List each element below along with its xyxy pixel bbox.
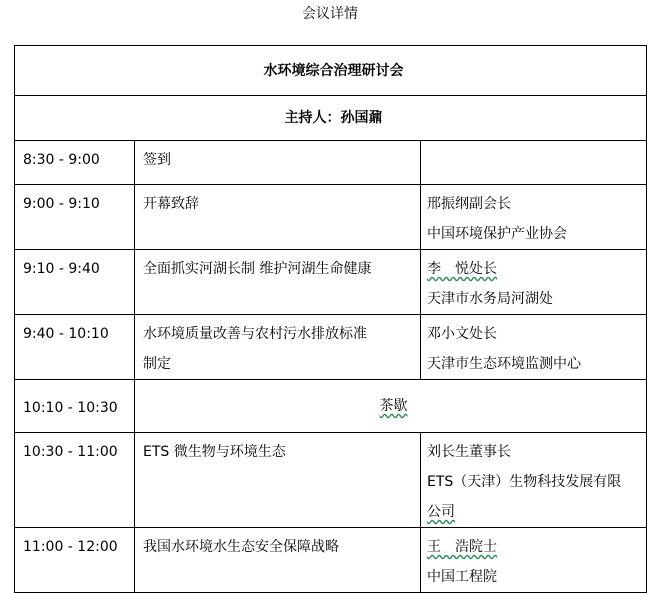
speaker-cell [421,141,647,185]
topic-cell [135,141,421,185]
time-cell: 9:40 - 10:10 [15,315,135,380]
break-row [15,380,647,433]
topic-line: 全面抓实河湖长制 维护河湖生命健康 [143,261,372,277]
speaker-name: 刘长生董事长 [427,444,511,460]
schedule-row [15,433,647,528]
time-cell: 10:30 - 11:00 [15,433,135,528]
speaker-cell [421,315,647,380]
topic-line: 水环境质量改善与农村污水排放标准 [143,326,367,342]
speaker-cell [421,528,647,593]
speaker-cell [421,185,647,250]
time-cell: 9:10 - 9:40 [15,250,135,315]
speaker-org: ETS（天津）生物科技发展有限 [427,474,622,490]
schedule-row [15,250,647,315]
speaker-org: 天津市生态环境监测中心 [427,356,581,372]
time-cell: 11:00 - 12:00 [15,528,135,593]
speaker-name: 李 悦处长 [427,261,497,277]
speaker-name: 邢振纲副会长 [427,196,511,212]
speaker-cell [421,250,647,315]
topic-line: 开幕致辞 [143,196,199,212]
speaker-org: 公司 [427,504,455,520]
topic-line: 制定 [143,356,171,372]
speaker-org: 天津市水务局河湖处 [427,291,553,307]
meeting-host: 主持人：孙国鼐 [15,96,647,141]
topic-cell [135,185,421,250]
topic-cell [135,528,421,593]
schedule-row [15,185,647,250]
speaker-cell [421,433,647,528]
topic-line: 我国水环境水生态安全保障战略 [143,539,339,555]
topic-cell [135,433,421,528]
schedule-row [15,315,647,380]
topic-line: ETS 微生物与环境生态 [143,444,286,460]
speaker-org: 中国环境保护产业协会 [427,226,567,242]
title-row [15,46,647,96]
speaker-org: 中国工程院 [427,569,497,585]
break-label [135,380,647,433]
speaker-name: 王 浩院士 [427,539,497,555]
time-cell: 10:10 - 10:30 [15,380,135,433]
host-row [15,96,647,141]
speaker-name: 邓小文处长 [427,326,497,342]
time-cell: 9:00 - 9:10 [15,185,135,250]
page-heading: 会议详情 [302,6,358,22]
meeting-title: 水环境综合治理研讨会 [15,46,647,96]
meeting-schedule-table [14,45,647,593]
time-cell: 8:30 - 9:00 [15,141,135,185]
topic-cell [135,250,421,315]
break-text: 茶歇 [379,398,408,414]
topic-line: 签到 [143,152,171,168]
topic-cell [135,315,421,380]
schedule-row [15,528,647,593]
schedule-row [15,141,647,185]
